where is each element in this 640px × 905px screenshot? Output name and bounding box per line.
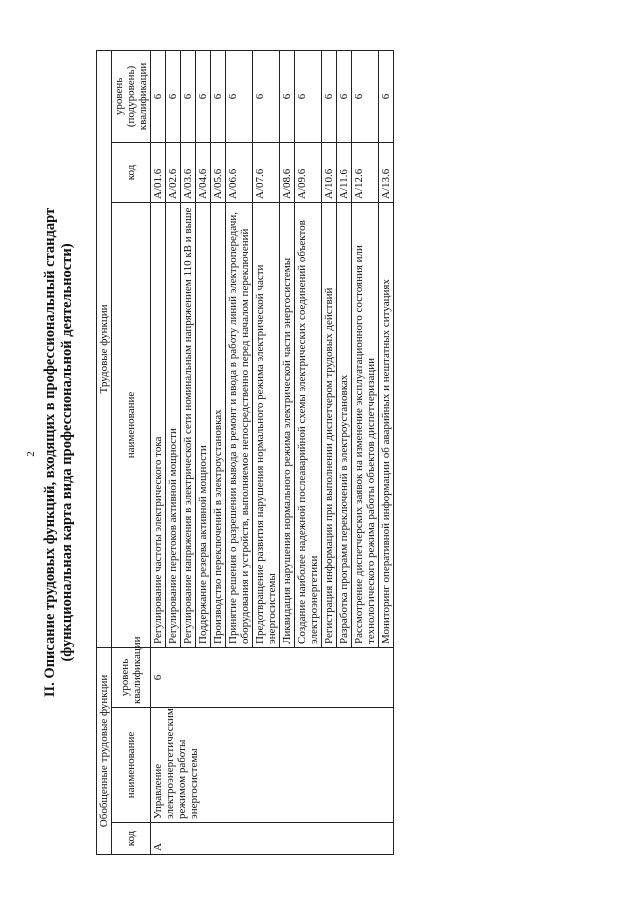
section-title: II. Описание трудовых функций, входящих в профессиональный стандарт: [42, 207, 58, 698]
generalized-level: 6: [151, 647, 394, 707]
function-name: Регистрация информации при выполнении диспетчером трудовых действий: [322, 202, 337, 647]
function-level: 6: [280, 50, 295, 142]
page-number: 2: [25, 451, 37, 457]
function-name: Принятие решения о разрешении вывода в ремонт и ввода в работу линий электропередачи, оборудования и устройств, выполняемое непосредственно перед началом переключений: [226, 202, 253, 647]
function-name: Предотвращение развития нарушения нормального режима электрической части энергосистемы: [253, 202, 280, 647]
function-level: 6: [352, 50, 379, 142]
function-name: Мониторинг оперативной информации об аварийных и нештатных ситуациях: [379, 202, 394, 647]
function-name: Регулирование перетоков активной мощности: [166, 202, 181, 647]
function-code: A/01.6: [151, 142, 166, 202]
gen-code-header: код: [112, 823, 151, 855]
function-code: A/05.6: [211, 142, 226, 202]
function-level: 6: [379, 50, 394, 142]
function-name: Разработка программ переключений в электроустановках: [337, 202, 352, 647]
function-level: 6: [211, 50, 226, 142]
function-name: Регулирование напряжения в электрической сети номинальным напряжением 110 кВ и выше: [181, 202, 196, 647]
function-code: A/02.6: [166, 142, 181, 202]
function-name: Производство переключений в электроустановках: [211, 202, 226, 647]
function-level: 6: [322, 50, 337, 142]
func-code-header: код: [112, 142, 151, 202]
function-code: A/07.6: [253, 142, 280, 202]
function-code: A/06.6: [226, 142, 253, 202]
table-row: [151, 50, 166, 854]
function-level: 6: [226, 50, 253, 142]
generalized-functions-header: Обобщенные трудовые функции: [97, 647, 112, 854]
function-name: Ликвидация нарушения нормального режима электрической части энергосистемы: [280, 202, 295, 647]
function-name: Поддержание резерва активной мощности: [196, 202, 211, 647]
generalized-code: A: [151, 823, 394, 855]
function-level: 6: [295, 50, 322, 142]
gen-name-header: наименование: [112, 708, 151, 823]
function-code: A/09.6: [295, 142, 322, 202]
generalized-name: Управление электроэнергетическим режимом работы энергосистемы: [151, 708, 394, 823]
labor-functions-header: Трудовые функции: [97, 50, 112, 647]
function-code: A/04.6: [196, 142, 211, 202]
function-level: 6: [151, 50, 166, 142]
function-code: A/12.6: [352, 142, 379, 202]
func-level-header: уровень (подуровень) квалификации: [112, 50, 151, 142]
function-level: 6: [253, 50, 280, 142]
function-code: A/11.6: [337, 142, 352, 202]
functional-map-table: [96, 50, 394, 855]
section-subtitle: (функциональная карта вида профессиональной деятельности): [59, 243, 75, 662]
function-name: Рассмотрение диспетчерских заявок на изменение эксплуатационного состояния или технологического режима работы объектов диспетчеризации: [352, 202, 379, 647]
function-code: A/08.6: [280, 142, 295, 202]
function-level: 6: [196, 50, 211, 142]
func-name-header: наименование: [112, 202, 151, 647]
function-name: Регулирование частоты электрического тока: [151, 202, 166, 647]
gen-level-header: уровень квалификации: [112, 647, 151, 707]
function-name: Создание наиболее надежной послеаварийной схемы электрических соединений объектов электроэнергетики: [295, 202, 322, 647]
function-code: A/13.6: [379, 142, 394, 202]
function-code: A/10.6: [322, 142, 337, 202]
function-level: 6: [166, 50, 181, 142]
function-level: 6: [337, 50, 352, 142]
function-code: A/03.6: [181, 142, 196, 202]
function-level: 6: [181, 50, 196, 142]
